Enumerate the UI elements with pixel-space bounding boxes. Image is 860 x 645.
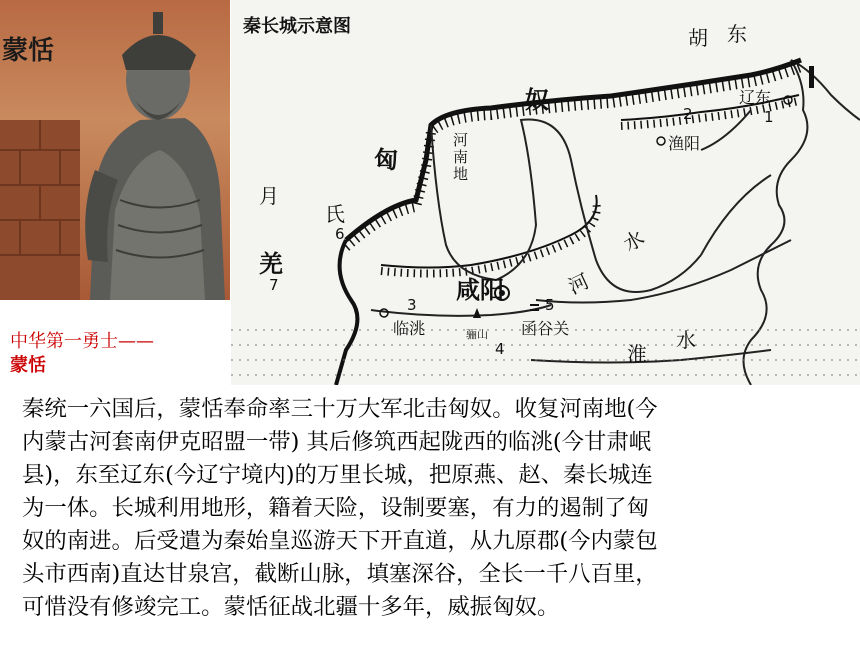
label-shui-1: 水 bbox=[619, 225, 649, 257]
body-line: 秦统一六国后，蒙恬奉命率三十万大军北击匈奴。收复河南地(今 bbox=[22, 396, 658, 422]
label-huai: 淮 bbox=[627, 342, 647, 366]
body-paragraph bbox=[22, 393, 852, 624]
number-5: 5 bbox=[545, 296, 555, 314]
qin-great-wall-map bbox=[231, 0, 860, 385]
number-6: 6 bbox=[335, 225, 345, 243]
number-4: 4 bbox=[495, 340, 505, 358]
body-line: 奴的南进。后受遣为秦始皇巡游天下开直道，从九原郡(今内蒙包 bbox=[22, 528, 658, 554]
label-hu: 胡 bbox=[688, 26, 708, 50]
label-shi: 氏 bbox=[325, 202, 345, 226]
label-dong: 东 bbox=[727, 22, 747, 46]
map-title: 秦长城示意图 bbox=[243, 16, 351, 37]
body-line: 县)，东至辽东(今辽宁境内)的万里长城，把原燕、赵、秦长城连 bbox=[22, 462, 653, 488]
number-7: 7 bbox=[269, 276, 279, 294]
label-yuyang: 渔阳 bbox=[668, 134, 701, 153]
label-hangu: 函谷关 bbox=[521, 319, 570, 338]
label-yue: 月 bbox=[259, 184, 279, 208]
label-henan: 河南地 bbox=[451, 132, 469, 183]
label-lintao: 临洮 bbox=[393, 319, 426, 338]
body-line: 为一体。长城利用地形，籍着天险，设制要塞，有力的遏制了匈 bbox=[22, 495, 649, 521]
number-3: 3 bbox=[407, 296, 417, 314]
body-line: 内蒙古河套南伊克昭盟一带) 其后修筑西起陇西的临洮(今甘肃岷 bbox=[22, 429, 652, 455]
label-qiang: 羌 bbox=[259, 250, 283, 278]
label-he: 河 bbox=[564, 268, 593, 299]
portrait-label: 蒙恬 bbox=[2, 36, 55, 66]
label-nu: 奴 bbox=[525, 86, 549, 114]
label-shui-2: 水 bbox=[676, 328, 696, 352]
portrait-caption bbox=[10, 330, 225, 378]
body-line: 头市西南)直达甘泉宫，截断山脉，填塞深谷，全长一千八百里， bbox=[22, 561, 658, 587]
label-lishan: 骊山 bbox=[466, 328, 488, 341]
body-line: 可惜没有修竣完工。蒙恬征战北疆十多年，威振匈奴。 bbox=[22, 594, 560, 620]
label-liaodong: 辽东 bbox=[739, 88, 772, 107]
number-1: 1 bbox=[764, 108, 774, 126]
number-2: 2 bbox=[683, 105, 693, 123]
label-xianyang: 咸阳 bbox=[456, 276, 504, 304]
caption-line-2: 蒙恬 bbox=[10, 355, 46, 376]
mengtian-portrait bbox=[0, 0, 230, 300]
label-xiong: 匈 bbox=[374, 146, 398, 174]
caption-line-1: 中华第一勇士—— bbox=[10, 331, 154, 352]
